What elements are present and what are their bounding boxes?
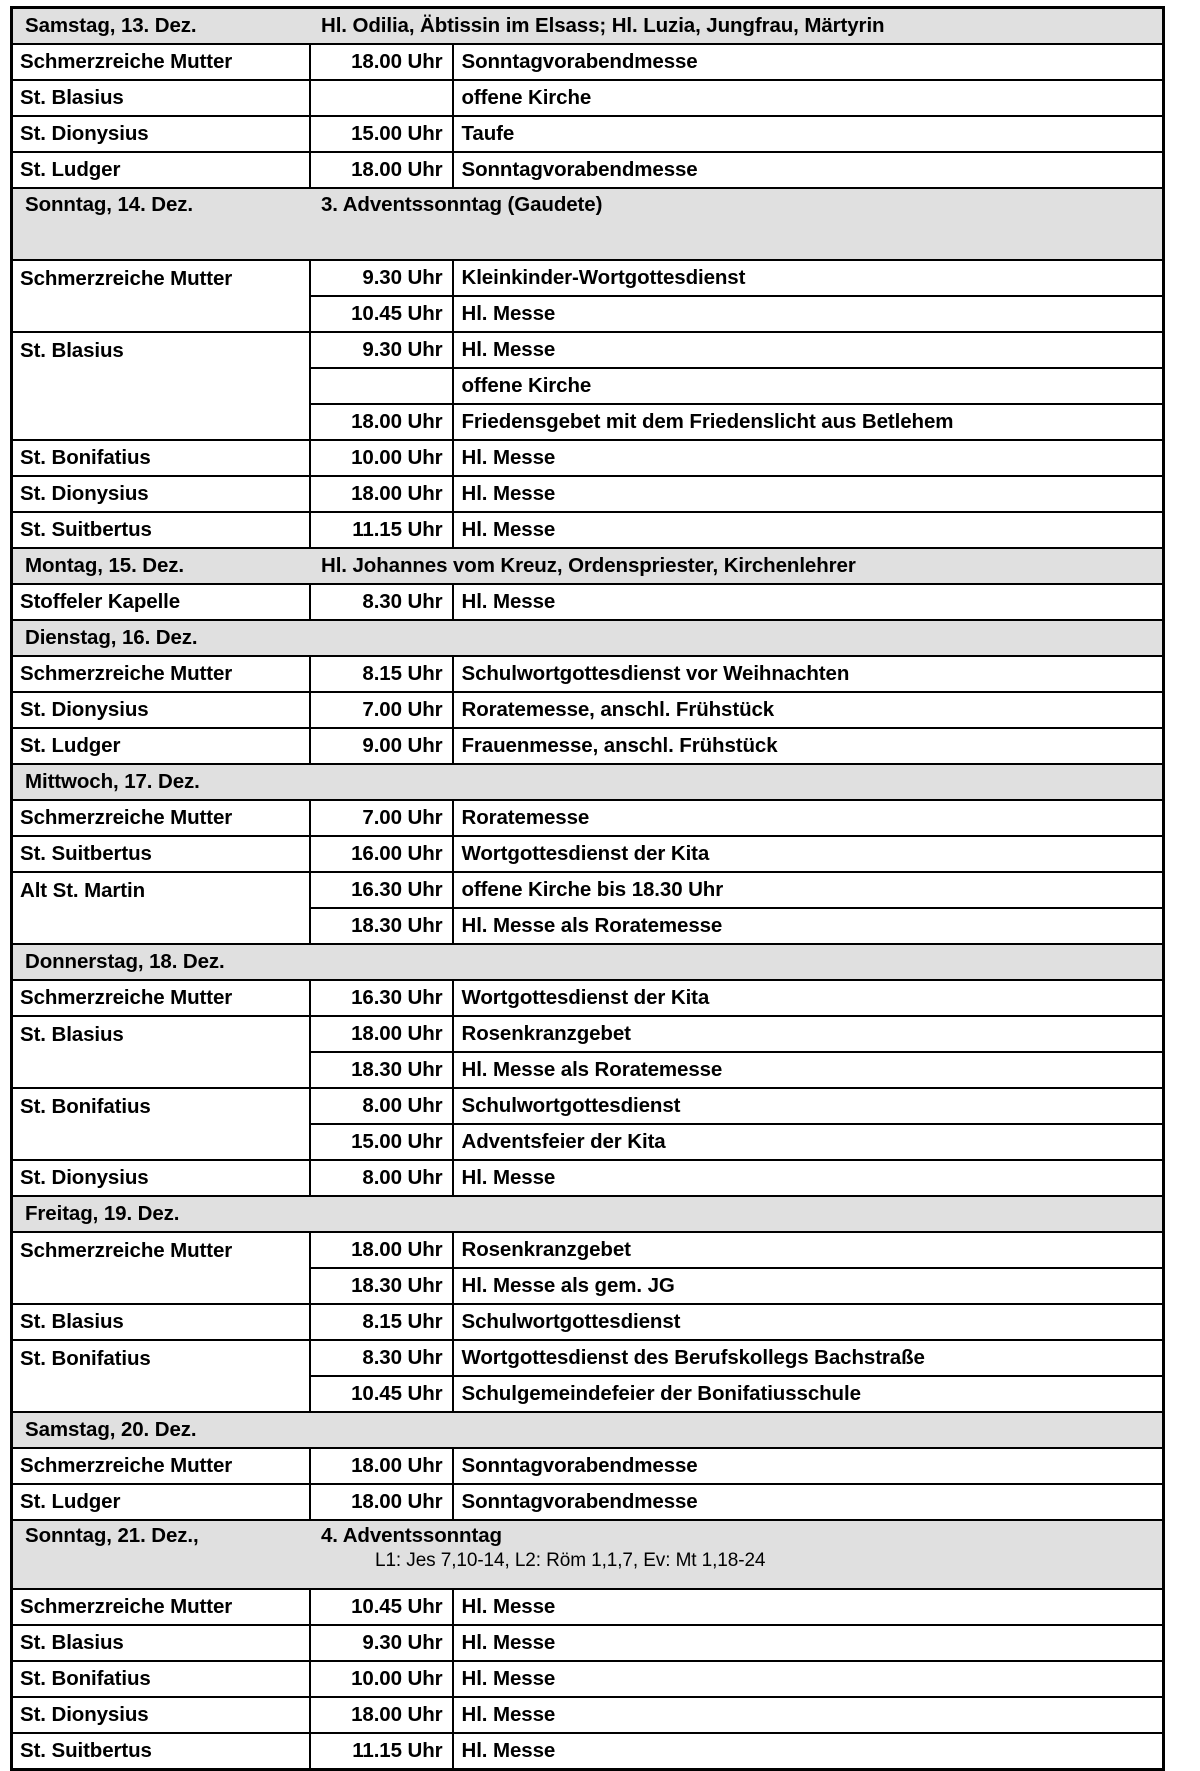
service-row	[12, 116, 1164, 152]
service-description-cell: offene Kirche	[453, 368, 1164, 404]
day-header-row	[12, 1196, 1164, 1232]
church-name-cell: Schmerzreiche Mutter	[12, 980, 310, 1016]
service-row	[12, 1304, 1164, 1340]
service-row	[12, 584, 1164, 620]
day-header-row	[12, 620, 1164, 656]
service-row	[12, 1697, 1164, 1733]
church-name-cell: Stoffeler Kapelle	[12, 584, 310, 620]
church-name-cell: St. Bonifatius	[12, 1088, 310, 1124]
service-row	[12, 260, 1164, 296]
service-description-cell: Roratemesse, anschl. Frühstück	[453, 692, 1164, 728]
service-row	[12, 1340, 1164, 1376]
day-name: Montag, 15. Dez.	[25, 554, 185, 577]
church-name-cell: St. Dionysius	[12, 476, 310, 512]
church-name-cell: St. Ludger	[12, 728, 310, 764]
church-name-cell: St. Blasius	[12, 1625, 310, 1661]
church-name-cell: St. Suitbertus	[12, 1733, 310, 1770]
service-time-cell: 18.30 Uhr	[310, 908, 453, 944]
service-row	[12, 296, 1164, 332]
church-name-cell: St. Dionysius	[12, 1160, 310, 1196]
service-description-cell: Rosenkranzgebet	[453, 1016, 1164, 1052]
day-name: Dienstag, 16. Dez.	[25, 626, 198, 649]
service-time-cell: 18.00 Uhr	[310, 1232, 453, 1268]
day-name: Donnerstag, 18. Dez.	[25, 950, 225, 973]
church-name-cell	[12, 1052, 310, 1088]
church-name-cell	[12, 1124, 310, 1160]
service-time-cell: 10.45 Uhr	[310, 1589, 453, 1625]
service-row	[12, 1016, 1164, 1052]
service-time-cell: 18.00 Uhr	[310, 1697, 453, 1733]
church-name-cell	[12, 368, 310, 404]
day-readings: L1: Jes 7,10-14, L2: Röm 1,1,7, Ev: Mt 1,18-24	[375, 1550, 766, 1571]
service-description-cell: Hl. Messe	[453, 332, 1164, 368]
day-name: Mittwoch, 17. Dez.	[25, 770, 200, 793]
schedule-body	[12, 8, 1164, 1770]
service-time-cell: 18.30 Uhr	[310, 1052, 453, 1088]
day-header-row	[12, 8, 1164, 45]
service-row	[12, 44, 1164, 80]
service-time-cell: 8.15 Uhr	[310, 656, 453, 692]
church-name-cell: St. Suitbertus	[12, 836, 310, 872]
service-row	[12, 1088, 1164, 1124]
church-name-cell: St. Dionysius	[12, 1697, 310, 1733]
church-name-cell: St. Dionysius	[12, 116, 310, 152]
service-time-cell: 16.30 Uhr	[310, 980, 453, 1016]
service-schedule-table	[10, 6, 1165, 1771]
service-description-cell: Hl. Messe als gem. JG	[453, 1268, 1164, 1304]
service-time-cell: 10.45 Uhr	[310, 1376, 453, 1412]
church-name-cell: Schmerzreiche Mutter	[12, 656, 310, 692]
service-time-cell: 11.15 Uhr	[310, 1733, 453, 1770]
service-time-cell: 8.15 Uhr	[310, 1304, 453, 1340]
service-description-cell: Hl. Messe	[453, 296, 1164, 332]
service-description-cell: Hl. Messe	[453, 440, 1164, 476]
service-description-cell: Adventsfeier der Kita	[453, 1124, 1164, 1160]
service-time-cell: 10.00 Uhr	[310, 1661, 453, 1697]
service-time-cell: 10.00 Uhr	[310, 440, 453, 476]
service-description-cell: Hl. Messe	[453, 1589, 1164, 1625]
service-row	[12, 440, 1164, 476]
service-row	[12, 1052, 1164, 1088]
day-header-cell	[12, 1520, 1164, 1589]
service-time-cell: 18.00 Uhr	[310, 152, 453, 188]
church-name-cell: Schmerzreiche Mutter	[12, 800, 310, 836]
church-name-cell: St. Dionysius	[12, 692, 310, 728]
day-header-cell	[12, 620, 1164, 656]
service-time-cell: 18.00 Uhr	[310, 1484, 453, 1520]
service-description-cell: offene Kirche	[453, 80, 1164, 116]
day-name: Samstag, 13. Dez.	[25, 14, 197, 37]
service-row	[12, 656, 1164, 692]
service-time-cell: 8.30 Uhr	[310, 1340, 453, 1376]
church-name-cell: St. Blasius	[12, 1304, 310, 1340]
service-description-cell: Sonntagvorabendmesse	[453, 152, 1164, 188]
church-name-cell: Schmerzreiche Mutter	[12, 44, 310, 80]
service-description-cell: offene Kirche bis 18.30 Uhr	[453, 872, 1164, 908]
service-time-cell: 16.00 Uhr	[310, 836, 453, 872]
church-name-cell: St. Bonifatius	[12, 1340, 310, 1376]
service-row	[12, 368, 1164, 404]
service-row	[12, 512, 1164, 548]
service-description-cell: Hl. Messe	[453, 1625, 1164, 1661]
service-time-cell	[310, 80, 453, 116]
service-time-cell: 7.00 Uhr	[310, 800, 453, 836]
service-description-cell: Hl. Messe als Roratemesse	[453, 908, 1164, 944]
service-description-cell: Schulwortgottesdienst	[453, 1304, 1164, 1340]
service-description-cell: Sonntagvorabendmesse	[453, 1448, 1164, 1484]
church-name-cell	[12, 404, 310, 440]
service-time-cell: 18.00 Uhr	[310, 404, 453, 440]
service-row	[12, 1160, 1164, 1196]
service-time-cell: 9.30 Uhr	[310, 332, 453, 368]
service-time-cell: 8.30 Uhr	[310, 584, 453, 620]
service-row	[12, 80, 1164, 116]
church-name-cell: St. Blasius	[12, 80, 310, 116]
service-time-cell: 18.00 Uhr	[310, 476, 453, 512]
day-name: Freitag, 19. Dez.	[25, 1202, 180, 1225]
service-row	[12, 1484, 1164, 1520]
service-description-cell: Frauenmesse, anschl. Frühstück	[453, 728, 1164, 764]
church-name-cell: St. Ludger	[12, 152, 310, 188]
service-row	[12, 728, 1164, 764]
service-description-cell: Wortgottesdienst der Kita	[453, 980, 1164, 1016]
service-row	[12, 1589, 1164, 1625]
day-header-cell	[12, 188, 1164, 260]
service-row	[12, 1376, 1164, 1412]
service-description-cell: Sonntagvorabendmesse	[453, 44, 1164, 80]
day-header-cell	[12, 1412, 1164, 1448]
service-time-cell: 9.30 Uhr	[310, 260, 453, 296]
church-name-cell: St. Blasius	[12, 1016, 310, 1052]
service-description-cell: Rosenkranzgebet	[453, 1232, 1164, 1268]
service-row	[12, 404, 1164, 440]
day-description: Hl. Johannes vom Kreuz, Ordenspriester, Kirchenlehrer	[321, 554, 856, 577]
service-description-cell: Hl. Messe	[453, 1697, 1164, 1733]
day-header-row	[12, 548, 1164, 584]
service-description-cell: Sonntagvorabendmesse	[453, 1484, 1164, 1520]
service-row	[12, 332, 1164, 368]
church-name-cell	[12, 296, 310, 332]
day-name: Sonntag, 21. Dez.,	[25, 1524, 199, 1547]
day-header-cell	[12, 944, 1164, 980]
service-time-cell: 18.00 Uhr	[310, 1448, 453, 1484]
day-header-row	[12, 1520, 1164, 1589]
service-time-cell: 8.00 Uhr	[310, 1160, 453, 1196]
service-description-cell: Hl. Messe	[453, 1733, 1164, 1770]
day-description: Hl. Odilia, Äbtissin im Elsass; Hl. Luzia, Jungfrau, Märtyrin	[321, 14, 885, 37]
service-row	[12, 152, 1164, 188]
day-header-cell	[12, 764, 1164, 800]
service-description-cell: Schulwortgottesdienst vor Weihnachten	[453, 656, 1164, 692]
service-time-cell	[310, 368, 453, 404]
church-name-cell: St. Suitbertus	[12, 512, 310, 548]
service-time-cell: 9.00 Uhr	[310, 728, 453, 764]
day-description: 3. Adventssonntag (Gaudete)	[321, 193, 603, 216]
day-name: Samstag, 20. Dez.	[25, 1418, 197, 1441]
service-description-cell: Taufe	[453, 116, 1164, 152]
church-name-cell: Schmerzreiche Mutter	[12, 260, 310, 296]
church-name-cell	[12, 1376, 310, 1412]
service-description-cell: Schulgemeindefeier der Bonifatiusschule	[453, 1376, 1164, 1412]
church-name-cell: Alt St. Martin	[12, 872, 310, 908]
service-description-cell: Schulwortgottesdienst	[453, 1088, 1164, 1124]
service-row	[12, 908, 1164, 944]
service-description-cell: Hl. Messe als Roratemesse	[453, 1052, 1164, 1088]
service-row	[12, 836, 1164, 872]
service-row	[12, 980, 1164, 1016]
service-time-cell: 11.15 Uhr	[310, 512, 453, 548]
church-name-cell: St. Blasius	[12, 332, 310, 368]
church-name-cell	[12, 908, 310, 944]
service-description-cell: Hl. Messe	[453, 584, 1164, 620]
service-row	[12, 1268, 1164, 1304]
service-time-cell: 15.00 Uhr	[310, 1124, 453, 1160]
service-row	[12, 1124, 1164, 1160]
service-time-cell: 18.30 Uhr	[310, 1268, 453, 1304]
service-row	[12, 1448, 1164, 1484]
service-description-cell: Wortgottesdienst des Berufskollegs Bachstraße	[453, 1340, 1164, 1376]
church-name-cell: Schmerzreiche Mutter	[12, 1448, 310, 1484]
day-header-cell	[12, 8, 1164, 45]
church-name-cell	[12, 1268, 310, 1304]
day-name: Sonntag, 14. Dez.	[25, 193, 194, 216]
church-name-cell: St. Ludger	[12, 1484, 310, 1520]
service-row	[12, 1625, 1164, 1661]
service-time-cell: 7.00 Uhr	[310, 692, 453, 728]
service-time-cell: 18.00 Uhr	[310, 44, 453, 80]
service-row	[12, 476, 1164, 512]
service-row	[12, 872, 1164, 908]
service-description-cell: Wortgottesdienst der Kita	[453, 836, 1164, 872]
service-row	[12, 1733, 1164, 1770]
service-description-cell: Hl. Messe	[453, 512, 1164, 548]
day-header-row	[12, 764, 1164, 800]
service-row	[12, 692, 1164, 728]
service-description-cell: Roratemesse	[453, 800, 1164, 836]
day-header-row	[12, 944, 1164, 980]
day-header-cell	[12, 548, 1164, 584]
service-row	[12, 1661, 1164, 1697]
service-time-cell: 9.30 Uhr	[310, 1625, 453, 1661]
service-description-cell: Hl. Messe	[453, 1160, 1164, 1196]
service-time-cell: 18.00 Uhr	[310, 1016, 453, 1052]
service-description-cell: Kleinkinder-Wortgottesdienst	[453, 260, 1164, 296]
church-name-cell: Schmerzreiche Mutter	[12, 1589, 310, 1625]
service-description-cell: Friedensgebet mit dem Friedenslicht aus Betlehem	[453, 404, 1164, 440]
service-description-cell: Hl. Messe	[453, 476, 1164, 512]
church-name-cell: Schmerzreiche Mutter	[12, 1232, 310, 1268]
service-description-cell: Hl. Messe	[453, 1661, 1164, 1697]
service-time-cell: 16.30 Uhr	[310, 872, 453, 908]
day-header-cell	[12, 1196, 1164, 1232]
day-header-row	[12, 188, 1164, 260]
day-description: 4. Adventssonntag	[321, 1524, 502, 1547]
service-time-cell: 10.45 Uhr	[310, 296, 453, 332]
service-row	[12, 1232, 1164, 1268]
church-name-cell: St. Bonifatius	[12, 1661, 310, 1697]
service-time-cell: 15.00 Uhr	[310, 116, 453, 152]
service-row	[12, 800, 1164, 836]
church-name-cell: St. Bonifatius	[12, 440, 310, 476]
service-time-cell: 8.00 Uhr	[310, 1088, 453, 1124]
day-header-row	[12, 1412, 1164, 1448]
